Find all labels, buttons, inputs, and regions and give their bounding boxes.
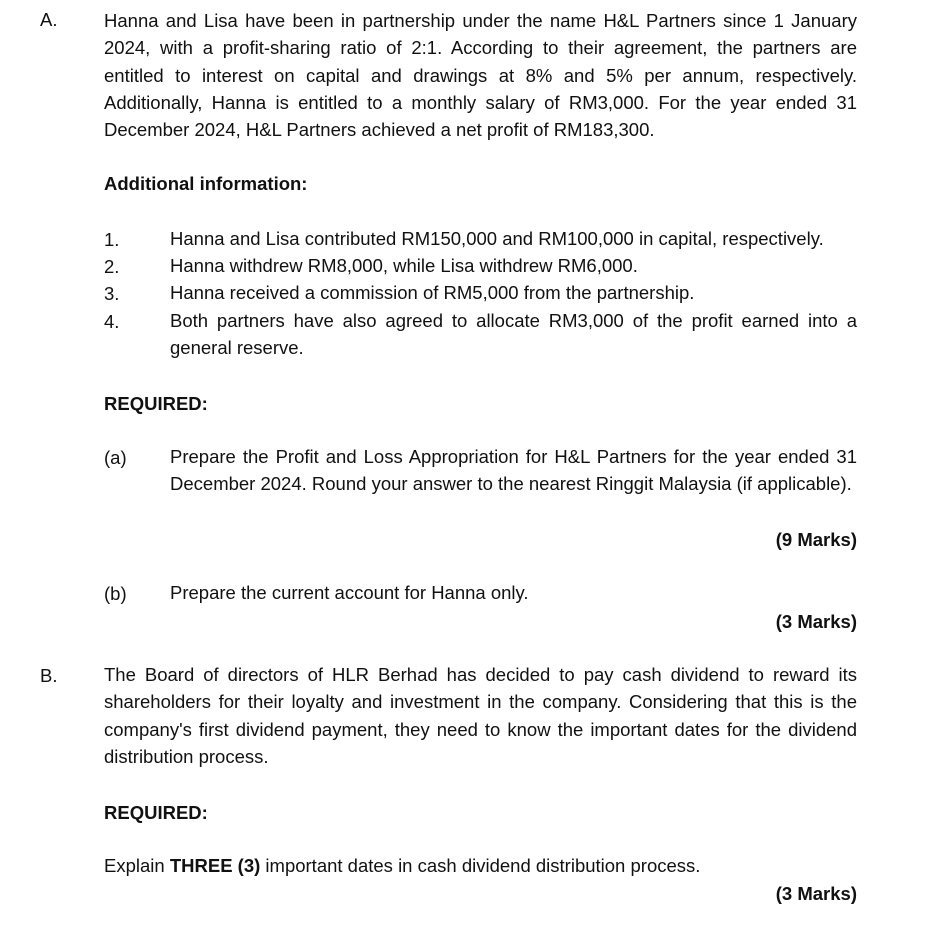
item-3-number: 3. (104, 283, 120, 304)
question-b-marks: (3 Marks) (775, 611, 857, 632)
item-4-text: Both partners have also agreed to allocate RM3,000 of the profit earned into a general reserve. (170, 310, 857, 359)
section-b-question-pre: Explain (104, 855, 170, 876)
item-4-number: 4. (104, 311, 120, 332)
section-b-question-bold: THREE (3) (169, 855, 261, 876)
question-a-marks: (9 Marks) (775, 529, 857, 550)
section-b-marks: (3 Marks) (775, 883, 857, 904)
section-b-question-post: important dates in cash dividend distribution process. (260, 855, 701, 876)
question-a-label: (a) (104, 447, 127, 468)
section-b-intro: The Board of directors of HLR Berhad has decided to pay cash dividend to reward its shareholders for their loyalty and investment in the company. Considering that this is the company's first dividend payment, they need to know the important dates for the dividend distribution process. (104, 664, 857, 767)
item-1-number: 1. (104, 229, 120, 250)
section-a-required-heading: REQUIRED: (104, 393, 208, 414)
section-a-letter: A. (40, 9, 58, 30)
item-2-number: 2. (104, 256, 120, 277)
question-b-label: (b) (104, 583, 127, 604)
section-a-intro: Hanna and Lisa have been in partnership under the name H&L Partners since 1 January 2024, with a profit-sharing ratio of 2:1. According to their agreement, the partners are entitled to interest on capital and drawings at 8% and 5% per annum, respectively. Additionally, Hanna is entitled to a monthly salary of RM3,000. For the year ended 31 December 2024, H&L Partners achieved a net profit of RM183,300. (104, 10, 857, 141)
additional-info-heading: Additional information: (104, 173, 308, 194)
section-b-question (104, 852, 857, 879)
item-1-text: Hanna and Lisa contributed RM150,000 and RM100,000 in capital, respectively. (170, 228, 824, 249)
question-a-text: Prepare the Profit and Loss Appropriation for H&L Partners for the year ended 31 December 2024. Round your answer to the nearest Ringgit Malaysia (if applicable). (170, 446, 857, 495)
item-2-text: Hanna withdrew RM8,000, while Lisa withdrew RM6,000. (170, 255, 638, 276)
question-b-text: Prepare the current account for Hanna only. (170, 582, 529, 603)
section-b-letter: B. (40, 665, 58, 686)
item-3-text: Hanna received a commission of RM5,000 from the partnership. (170, 282, 695, 303)
section-b-required-heading: REQUIRED: (104, 802, 208, 823)
